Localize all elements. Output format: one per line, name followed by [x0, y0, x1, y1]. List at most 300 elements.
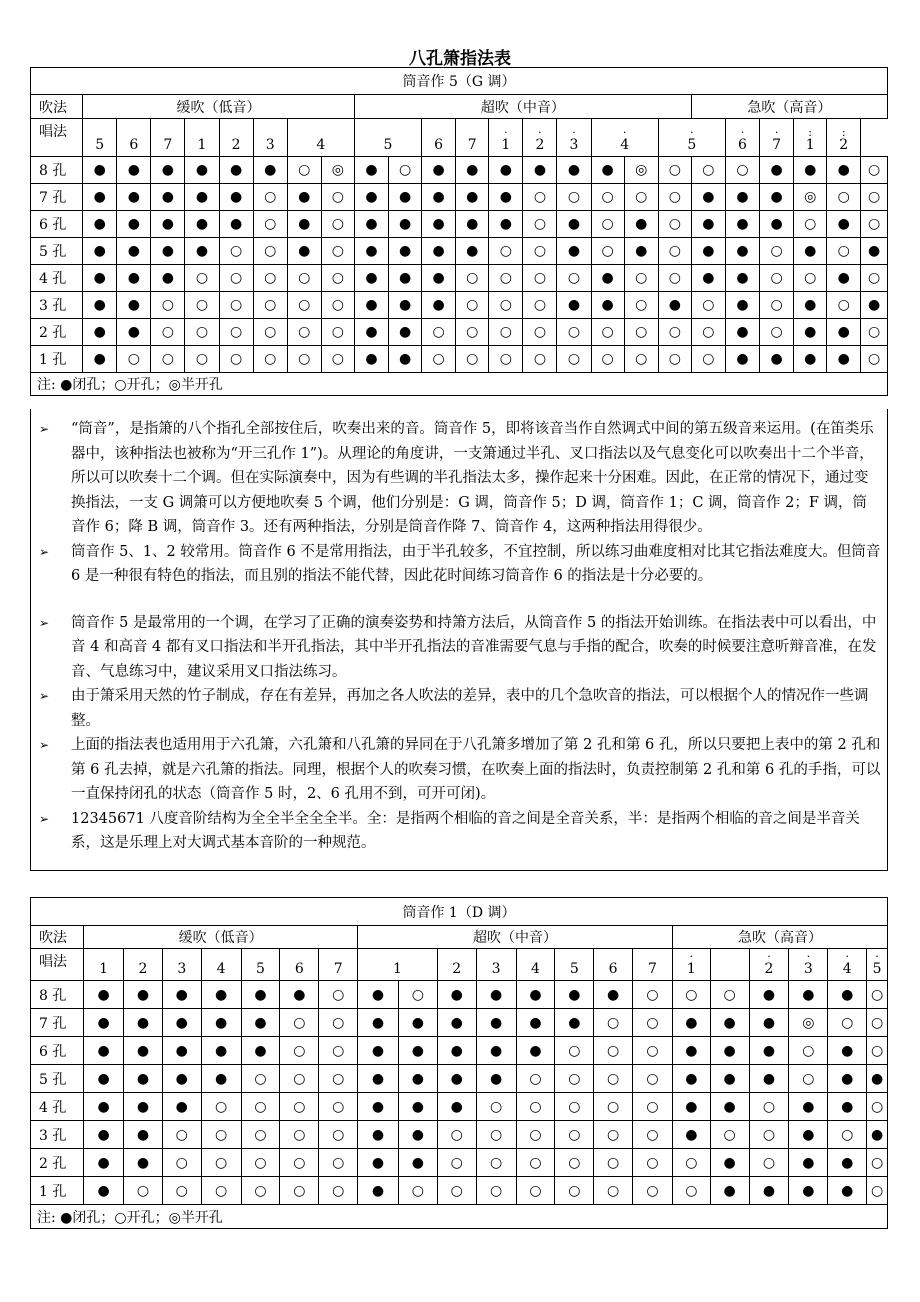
closed-hole-icon: ● — [117, 184, 151, 211]
closed-hole-icon: ● — [828, 1177, 867, 1205]
note-number: 3 — [491, 961, 501, 977]
closed-hole-icon: ● — [389, 184, 422, 211]
note-number: 1 — [393, 961, 402, 977]
closed-hole-icon: ● — [725, 319, 759, 346]
open-hole-icon: ○ — [219, 346, 253, 373]
open-hole-icon: ○ — [794, 265, 827, 292]
open-hole-icon: ○ — [456, 346, 489, 373]
closed-hole-icon: ● — [437, 981, 476, 1009]
note-cell — [828, 949, 867, 981]
closed-hole-icon: ● — [710, 1009, 749, 1037]
note-number: 7 — [467, 137, 477, 153]
closed-hole-icon: ● — [725, 184, 759, 211]
hole-label: 6 孔 — [31, 1037, 84, 1065]
open-hole-icon: ○ — [456, 319, 489, 346]
paragraph-text: 上面的指法表也适用用于六孔箫，六孔箫和八孔箫的异同在于八孔箫多增加了第 2 孔和第 6 孔，所以只要把上表中的第 2 孔和第 6 孔去掉，就是六孔箫的指法。同理，根据个人的吹奏习惯，在吹奏上面的指法时，负责控制第 2 孔和第 6 孔的手指，可以一直保持闭孔的状态（筒音作 5 时，2、6 孔用不到，可开可闭)。 — [71, 737, 881, 802]
closed-hole-icon: ● — [456, 238, 489, 265]
octave-dot: : — [841, 126, 846, 139]
closed-hole-icon: ● — [398, 1065, 437, 1093]
open-hole-icon: ○ — [672, 1149, 710, 1177]
note-number: 4 — [620, 137, 630, 153]
closed-hole-icon: ● — [358, 1177, 399, 1205]
section-header: 缓吹（低音） — [84, 926, 358, 949]
note-paragraph — [37, 611, 881, 685]
closed-hole-icon: ● — [201, 1037, 241, 1065]
open-hole-icon: ○ — [398, 981, 437, 1009]
hole-row — [31, 211, 888, 238]
hole-label: 2 孔 — [31, 319, 83, 346]
note-number: 1 — [197, 137, 207, 153]
closed-hole-icon: ● — [358, 1093, 399, 1121]
open-hole-icon: ○ — [557, 319, 591, 346]
open-hole-icon: ○ — [422, 319, 456, 346]
note-cell — [241, 949, 280, 981]
closed-hole-icon: ● — [672, 1121, 710, 1149]
closed-hole-icon: ● — [557, 238, 591, 265]
open-hole-icon: ○ — [691, 346, 725, 373]
hole-row — [31, 319, 888, 346]
note-paragraph — [37, 417, 881, 540]
closed-hole-icon: ● — [422, 292, 456, 319]
open-hole-icon: ○ — [591, 346, 624, 373]
note-cell — [749, 949, 789, 981]
open-hole-icon: ○ — [319, 1121, 358, 1149]
closed-hole-icon: ● — [624, 211, 658, 238]
closed-hole-icon: ● — [456, 157, 489, 184]
note-cell — [476, 949, 516, 981]
open-hole-icon: ○ — [476, 1177, 516, 1205]
hole-row — [31, 1149, 888, 1177]
closed-hole-icon: ● — [151, 238, 185, 265]
open-hole-icon: ○ — [489, 319, 523, 346]
closed-hole-icon: ● — [117, 319, 151, 346]
closed-hole-icon: ● — [725, 292, 759, 319]
octave-dot: · — [689, 950, 694, 963]
closed-hole-icon: ● — [358, 1121, 399, 1149]
open-hole-icon: ○ — [749, 1093, 789, 1121]
note-cell — [117, 119, 151, 157]
closed-hole-icon: ● — [456, 184, 489, 211]
closed-hole-icon: ● — [422, 238, 456, 265]
closed-hole-icon: ● — [828, 1037, 867, 1065]
closed-hole-icon: ● — [789, 981, 828, 1009]
closed-hole-icon: ● — [253, 157, 287, 184]
closed-hole-icon: ● — [287, 211, 321, 238]
closed-hole-icon: ● — [219, 184, 253, 211]
closed-hole-icon: ● — [867, 1065, 888, 1093]
closed-hole-icon: ● — [83, 265, 117, 292]
closed-hole-icon: ● — [124, 1009, 163, 1037]
note-paragraph — [37, 733, 881, 807]
open-hole-icon: ○ — [633, 1149, 673, 1177]
open-hole-icon: ○ — [658, 346, 691, 373]
open-hole-icon: ○ — [319, 1009, 358, 1037]
note-cell — [523, 119, 557, 157]
closed-hole-icon: ● — [827, 211, 861, 238]
hole-row — [31, 981, 888, 1009]
closed-hole-icon: ● — [389, 265, 422, 292]
open-hole-icon: ○ — [185, 346, 219, 373]
hole-label: 4 孔 — [31, 265, 83, 292]
open-hole-icon: ○ — [760, 319, 794, 346]
open-hole-icon: ○ — [867, 1177, 888, 1205]
open-hole-icon: ○ — [389, 157, 422, 184]
open-hole-icon: ○ — [201, 1177, 241, 1205]
open-hole-icon: ○ — [124, 1177, 163, 1205]
closed-hole-icon: ● — [389, 319, 422, 346]
open-hole-icon: ○ — [591, 211, 624, 238]
closed-hole-icon: ● — [557, 292, 591, 319]
note-cell — [555, 949, 594, 981]
closed-hole-icon: ● — [658, 292, 691, 319]
closed-hole-icon: ● — [358, 981, 399, 1009]
closed-hole-icon: ● — [83, 238, 117, 265]
closed-hole-icon: ● — [555, 981, 594, 1009]
closed-hole-icon: ● — [84, 1121, 124, 1149]
legend: 注: ●闭孔；○开孔；◎半开孔 — [31, 1205, 888, 1229]
closed-hole-icon: ● — [185, 157, 219, 184]
closed-hole-icon: ● — [516, 981, 555, 1009]
open-hole-icon: ○ — [253, 211, 287, 238]
hole-label: 4 孔 — [31, 1093, 84, 1121]
closed-hole-icon: ● — [789, 1121, 828, 1149]
note-number: 1 — [686, 961, 696, 977]
open-hole-icon: ○ — [827, 238, 861, 265]
closed-hole-icon: ● — [354, 346, 388, 373]
closed-hole-icon: ● — [124, 1121, 163, 1149]
open-hole-icon: ○ — [398, 1177, 437, 1205]
closed-hole-icon: ● — [84, 1065, 124, 1093]
open-hole-icon: ○ — [516, 1121, 555, 1149]
closed-hole-icon: ● — [398, 1009, 437, 1037]
section-header: 超吹（中音） — [358, 926, 673, 949]
closed-hole-icon: ● — [354, 184, 388, 211]
open-hole-icon: ○ — [591, 238, 624, 265]
closed-hole-icon: ● — [354, 157, 388, 184]
open-hole-icon: ○ — [633, 981, 673, 1009]
open-hole-icon: ○ — [760, 292, 794, 319]
closed-hole-icon: ● — [219, 157, 253, 184]
closed-hole-icon: ● — [789, 1093, 828, 1121]
open-hole-icon: ○ — [710, 981, 749, 1009]
note-cell — [591, 119, 658, 157]
open-hole-icon: ○ — [523, 292, 557, 319]
half-open-hole-icon: ◎ — [624, 157, 658, 184]
closed-hole-icon: ● — [287, 184, 321, 211]
open-hole-icon: ○ — [555, 1177, 594, 1205]
closed-hole-icon: ● — [389, 238, 422, 265]
octave-dot: : — [808, 126, 813, 139]
closed-hole-icon: ● — [672, 1093, 710, 1121]
open-hole-icon: ○ — [658, 157, 691, 184]
note-number: 6 — [738, 137, 747, 153]
octave-dot: · — [767, 950, 771, 963]
note-number: 5 — [256, 961, 265, 977]
closed-hole-icon: ● — [516, 1037, 555, 1065]
hole-row — [31, 292, 888, 319]
open-hole-icon: ○ — [321, 238, 354, 265]
open-hole-icon: ○ — [523, 319, 557, 346]
hole-label: 1 孔 — [31, 1177, 84, 1205]
note-number: 4 — [530, 961, 540, 977]
closed-hole-icon: ● — [476, 981, 516, 1009]
open-hole-icon: ○ — [280, 1037, 319, 1065]
closed-hole-icon: ● — [185, 238, 219, 265]
open-hole-icon: ○ — [828, 1009, 867, 1037]
open-hole-icon: ○ — [861, 157, 888, 184]
open-hole-icon: ○ — [789, 1037, 828, 1065]
open-hole-icon: ○ — [633, 1177, 673, 1205]
closed-hole-icon: ● — [151, 157, 185, 184]
closed-hole-icon: ● — [162, 1009, 201, 1037]
section-header: 急吹（高音） — [672, 926, 887, 949]
note-number: 5 — [872, 961, 882, 977]
closed-hole-icon: ● — [789, 1149, 828, 1177]
note-cell — [658, 119, 725, 157]
open-hole-icon: ○ — [861, 346, 888, 373]
legend: 注: ●闭孔；○开孔；◎半开孔 — [31, 373, 888, 396]
closed-hole-icon: ● — [827, 346, 861, 373]
open-hole-icon: ○ — [489, 238, 523, 265]
closed-hole-icon: ● — [591, 157, 624, 184]
closed-hole-icon: ● — [354, 319, 388, 346]
closed-hole-icon: ● — [760, 184, 794, 211]
closed-hole-icon: ● — [456, 211, 489, 238]
note-paragraph — [37, 540, 881, 589]
open-hole-icon: ○ — [241, 1093, 280, 1121]
note-cell — [789, 949, 828, 981]
note-cell — [710, 949, 749, 981]
hole-label: 7 孔 — [31, 184, 83, 211]
open-hole-icon: ○ — [710, 1121, 749, 1149]
open-hole-icon: ○ — [287, 265, 321, 292]
note-cell — [633, 949, 673, 981]
closed-hole-icon: ● — [710, 1093, 749, 1121]
hole-label: 6 孔 — [31, 211, 83, 238]
closed-hole-icon: ● — [555, 1009, 594, 1037]
note-cell — [151, 119, 185, 157]
open-hole-icon: ○ — [828, 1121, 867, 1149]
open-hole-icon: ○ — [201, 1121, 241, 1149]
open-hole-icon: ○ — [516, 1149, 555, 1177]
open-hole-icon: ○ — [489, 346, 523, 373]
half-open-hole-icon: ◎ — [789, 1009, 828, 1037]
note-number: 1 — [99, 961, 109, 977]
closed-hole-icon: ● — [389, 292, 422, 319]
closed-hole-icon: ● — [354, 238, 388, 265]
open-hole-icon: ○ — [516, 1177, 555, 1205]
note-number: 4 — [216, 961, 226, 977]
note-cell — [83, 119, 117, 157]
closed-hole-icon: ● — [117, 157, 151, 184]
hole-label: 5 孔 — [31, 238, 83, 265]
note-cell — [672, 949, 710, 981]
octave-dot: · — [875, 950, 879, 963]
open-hole-icon: ○ — [523, 346, 557, 373]
open-hole-icon: ○ — [321, 211, 354, 238]
open-hole-icon: ○ — [861, 319, 888, 346]
hole-label: 2 孔 — [31, 1149, 84, 1177]
closed-hole-icon: ● — [476, 1037, 516, 1065]
open-hole-icon: ○ — [287, 157, 321, 184]
note-cell — [867, 949, 888, 981]
closed-hole-icon: ● — [749, 1065, 789, 1093]
closed-hole-icon: ● — [280, 981, 319, 1009]
open-hole-icon: ○ — [280, 1177, 319, 1205]
note-cell — [489, 119, 523, 157]
note-number: 2 — [764, 961, 774, 977]
closed-hole-icon: ● — [422, 184, 456, 211]
open-hole-icon: ○ — [422, 346, 456, 373]
open-hole-icon: ○ — [658, 238, 691, 265]
hole-row — [31, 1177, 888, 1205]
closed-hole-icon: ● — [828, 981, 867, 1009]
note-number: 6 — [294, 961, 304, 977]
closed-hole-icon: ● — [749, 1177, 789, 1205]
closed-hole-icon: ● — [287, 238, 321, 265]
row-label-sing: 唱法 — [31, 119, 83, 157]
open-hole-icon: ○ — [219, 319, 253, 346]
open-hole-icon: ○ — [633, 1037, 673, 1065]
closed-hole-icon: ● — [162, 1065, 201, 1093]
open-hole-icon: ○ — [827, 184, 861, 211]
open-hole-icon: ○ — [253, 292, 287, 319]
note-cell — [280, 949, 319, 981]
note-number: 3 — [803, 961, 813, 977]
open-hole-icon: ○ — [280, 1149, 319, 1177]
octave-dot: · — [806, 950, 811, 963]
closed-hole-icon: ● — [691, 265, 725, 292]
closed-hole-icon: ● — [422, 157, 456, 184]
closed-hole-icon: ● — [117, 265, 151, 292]
hole-row — [31, 157, 888, 184]
note-cell — [516, 949, 555, 981]
open-hole-icon: ○ — [557, 346, 591, 373]
closed-hole-icon: ● — [691, 238, 725, 265]
open-hole-icon: ○ — [437, 1149, 476, 1177]
closed-hole-icon: ● — [201, 1065, 241, 1093]
closed-hole-icon: ● — [672, 1037, 710, 1065]
closed-hole-icon: ● — [710, 1149, 749, 1177]
closed-hole-icon: ● — [358, 1065, 399, 1093]
closed-hole-icon: ● — [117, 211, 151, 238]
note-cell — [253, 119, 287, 157]
open-hole-icon: ○ — [185, 265, 219, 292]
closed-hole-icon: ● — [422, 211, 456, 238]
closed-hole-icon: ● — [591, 292, 624, 319]
note-number: 3 — [177, 961, 187, 977]
closed-hole-icon: ● — [124, 1093, 163, 1121]
hole-label: 3 孔 — [31, 1121, 84, 1149]
note-cell — [437, 949, 476, 981]
section-header: 急吹（高音） — [691, 95, 887, 119]
note-number: 5 — [687, 137, 697, 153]
closed-hole-icon: ● — [358, 1037, 399, 1065]
open-hole-icon: ○ — [555, 1037, 594, 1065]
closed-hole-icon: ● — [358, 1149, 399, 1177]
open-hole-icon: ○ — [489, 265, 523, 292]
closed-hole-icon: ● — [828, 1093, 867, 1121]
row-label-sing: 唱法 — [31, 949, 84, 981]
open-hole-icon: ○ — [219, 265, 253, 292]
bullet-icon: ➢ — [39, 811, 50, 826]
open-hole-icon: ○ — [867, 1037, 888, 1065]
open-hole-icon: ○ — [287, 319, 321, 346]
open-hole-icon: ○ — [749, 1149, 789, 1177]
closed-hole-icon: ● — [710, 1177, 749, 1205]
closed-hole-icon: ● — [422, 265, 456, 292]
closed-hole-icon: ● — [83, 157, 117, 184]
open-hole-icon: ○ — [725, 157, 759, 184]
closed-hole-icon: ● — [398, 1149, 437, 1177]
note-number: 7 — [163, 137, 173, 153]
section-header: 缓吹（低音） — [83, 95, 355, 119]
closed-hole-icon: ● — [84, 1149, 124, 1177]
hole-row — [31, 238, 888, 265]
closed-hole-icon: ● — [591, 265, 624, 292]
open-hole-icon: ○ — [287, 292, 321, 319]
open-hole-icon: ○ — [557, 184, 591, 211]
note-cell — [201, 949, 241, 981]
open-hole-icon: ○ — [523, 265, 557, 292]
closed-hole-icon: ● — [389, 211, 422, 238]
open-hole-icon: ○ — [321, 319, 354, 346]
open-hole-icon: ○ — [117, 346, 151, 373]
closed-hole-icon: ● — [516, 1009, 555, 1037]
open-hole-icon: ○ — [253, 319, 287, 346]
open-hole-icon: ○ — [321, 265, 354, 292]
hole-row — [31, 184, 888, 211]
paragraph-text: 由于箫采用天然的竹子制成，存在有差异，再加之各人吹法的差异，表中的几个急吹音的指法，可以根据个人的情况作一些调整。 — [71, 688, 869, 729]
hole-label: 8 孔 — [31, 981, 84, 1009]
closed-hole-icon: ● — [749, 1037, 789, 1065]
open-hole-icon: ○ — [219, 292, 253, 319]
open-hole-icon: ○ — [591, 319, 624, 346]
open-hole-icon: ○ — [253, 265, 287, 292]
hole-label: 1 孔 — [31, 346, 83, 373]
paragraph-text: 筒音作 5 是最常用的一个调，在学习了正确的演奏姿势和持箫方法后，从筒音作 5 的指法开始训练。在指法表中可以看出，中音 4 和高音 4 都有叉口指法和半开孔指法，其中半开孔指法的音准需要气息与手指的配合，吹奏的时候要注意听辩音准，在发音、气息练习中，建议采用叉口指法练习。 — [71, 614, 877, 680]
bullet-icon: ➢ — [39, 544, 50, 559]
octave-dot: · — [572, 126, 576, 139]
open-hole-icon: ○ — [280, 1121, 319, 1149]
closed-hole-icon: ● — [594, 981, 633, 1009]
open-hole-icon: ○ — [287, 346, 321, 373]
closed-hole-icon: ● — [398, 1093, 437, 1121]
note-number: 3 — [265, 137, 275, 153]
note-number: 5 — [569, 961, 579, 977]
closed-hole-icon: ● — [437, 1009, 476, 1037]
open-hole-icon: ○ — [760, 238, 794, 265]
closed-hole-icon: ● — [162, 981, 201, 1009]
open-hole-icon: ○ — [162, 1149, 201, 1177]
note-cell — [124, 949, 163, 981]
closed-hole-icon: ● — [201, 981, 241, 1009]
hole-row — [31, 1121, 888, 1149]
closed-hole-icon: ● — [710, 1065, 749, 1093]
open-hole-icon: ○ — [658, 319, 691, 346]
note-number: 2 — [138, 961, 148, 977]
open-hole-icon: ○ — [516, 1065, 555, 1093]
closed-hole-icon: ● — [151, 211, 185, 238]
closed-hole-icon: ● — [219, 211, 253, 238]
closed-hole-icon: ● — [124, 1037, 163, 1065]
page-title: 八孔箫指法表 — [409, 49, 511, 69]
note-number: 4 — [842, 961, 852, 977]
closed-hole-icon: ● — [827, 157, 861, 184]
closed-hole-icon: ● — [725, 265, 759, 292]
note-number: 2 — [535, 137, 545, 153]
open-hole-icon: ○ — [624, 265, 658, 292]
